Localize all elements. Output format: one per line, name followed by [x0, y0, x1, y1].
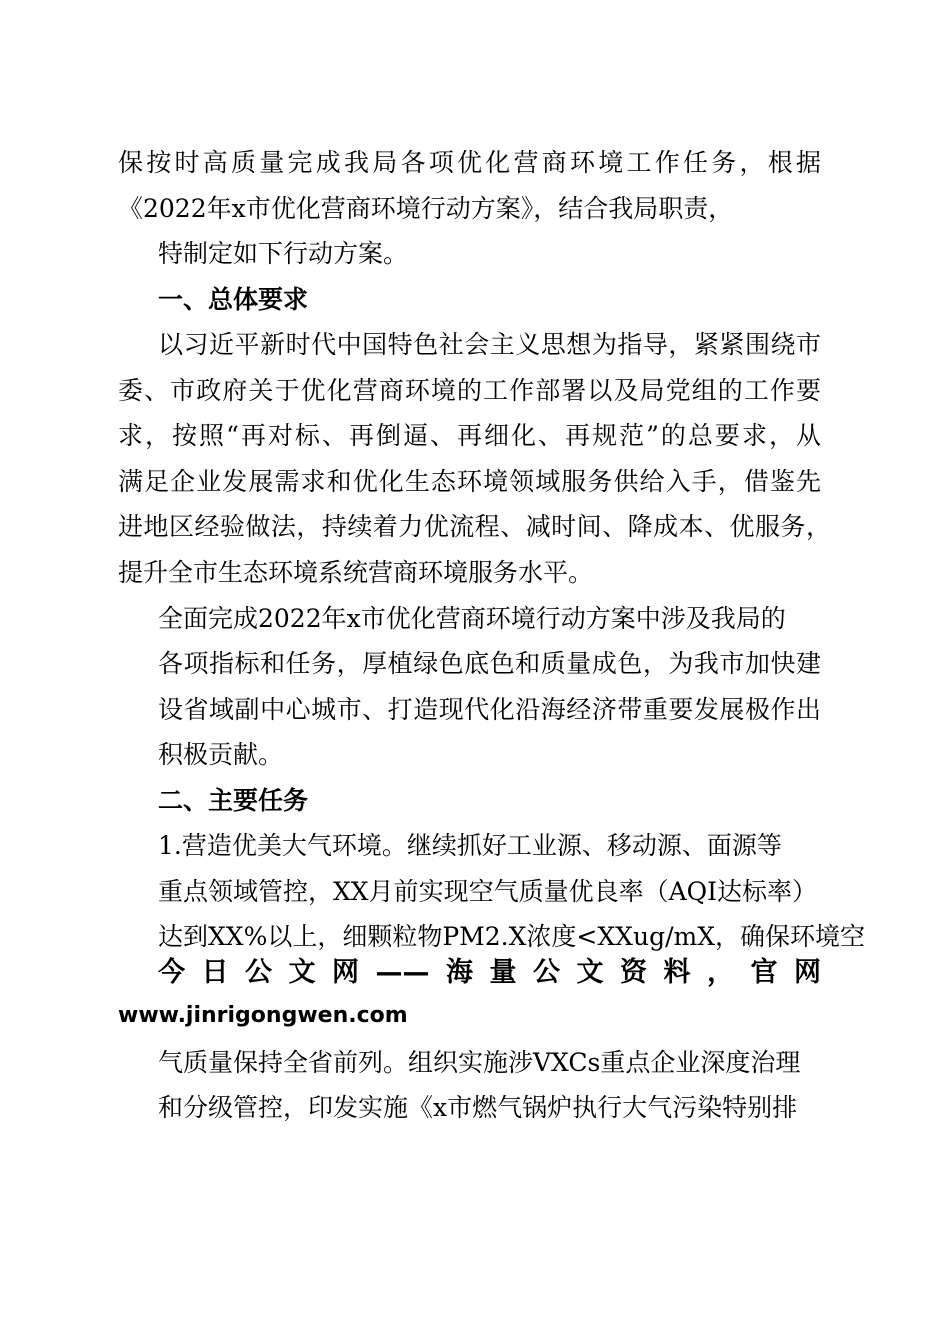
section-1-para-1-line-1: 以习近平新时代中国特色社会主义思想为指导，紧紧围绕市 [158, 330, 821, 359]
section-1-para-2-line-4: 积极贡献。 [158, 740, 284, 769]
intro-line-2: 《2022年x市优化营商环境行动方案》，结合我局职责， [118, 194, 734, 223]
intro-line-1: 保按时高质量完成我局各项优化营商环境工作任务，根据 [118, 148, 821, 177]
section-1-para-2-line-3: 设省域副中心城市、打造现代化沿海经济带重要发展极作出 [158, 695, 821, 724]
section-1-para-2-line-2: 各项指标和任务，厚植绿色底色和质量成色，为我市加快建 [158, 649, 821, 678]
section-1-heading: 一、总体要求 [158, 285, 309, 314]
section-1-para-1-line-5: 进地区经验做法，持续着力优流程、减时间、降成本、优服务， [118, 512, 831, 541]
watermark-banner-url[interactable]: www.jinrigongwen.com [118, 1003, 408, 1028]
continuation-line-2: 和分级管控，印发实施《x市燃气锅炉执行大气污染特别排 [158, 1093, 798, 1122]
intro-line-3: 特制定如下行动方案。 [158, 239, 409, 268]
section-1-para-1-line-2: 委、市政府关于优化营商环境的工作部署以及局党组的工作要 [118, 376, 821, 405]
section-1-para-1-line-3: 求，按照“再对标、再倒逼、再细化、再规范”的总要求，从 [118, 421, 821, 450]
section-2-para-1-line-1: 1.营造优美大气环境。继续抓好工业源、移动源、面源等 [158, 831, 782, 860]
section-2-para-1-line-3: 达到XX%以上，细颗粒物PM2.X浓度<XXug/mX，确保环境空 [158, 922, 865, 951]
section-1-para-1-line-4: 满足企业发展需求和优化生态环境领域服务供给入手，借鉴先 [118, 467, 821, 496]
continuation-line-1: 气质量保持全省前列。组织实施涉VXCs重点企业深度治理 [158, 1048, 801, 1077]
section-1-para-1-line-6: 提升全市生态环境系统营商环境服务水平。 [118, 558, 594, 587]
watermark-banner-text: 今日公文网——海量公文资料，官网 [158, 957, 821, 988]
section-2-heading: 二、主要任务 [158, 786, 309, 815]
section-2-para-1-line-2: 重点领域管控，XX月前实现空气质量优良率（AQI达标率） [158, 877, 818, 906]
section-1-para-2-line-1: 全面完成2022年x市优化营商环境行动方案中涉及我局的 [158, 604, 786, 633]
